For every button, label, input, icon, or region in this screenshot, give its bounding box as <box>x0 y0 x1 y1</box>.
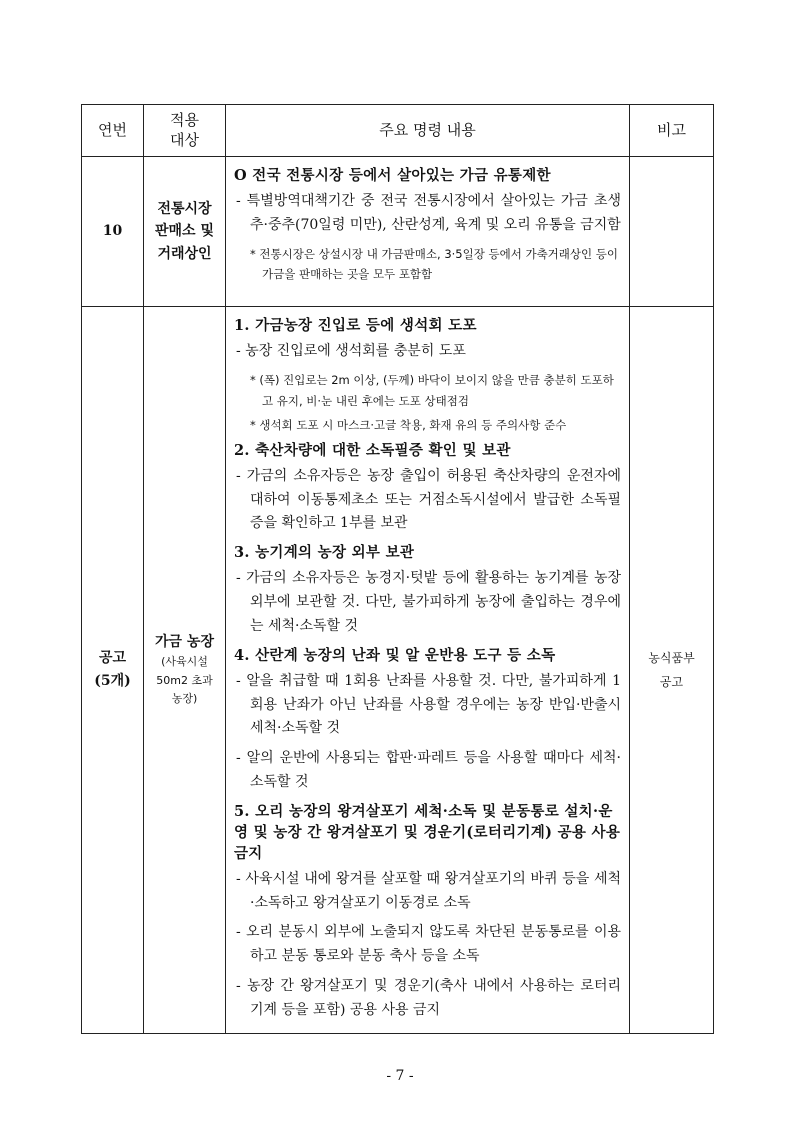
header-no: 연번 <box>82 105 144 157</box>
section-1-note2: * 생석회 도포 시 마스크·고글 착용, 화재 유의 등 주의사항 준수 <box>250 418 567 433</box>
row1-heading: O 전국 전통시장 등에서 살아있는 가금 유통제한 <box>234 167 551 184</box>
section-1-heading: 1. 가금농장 진입로 등에 생석회 도포 <box>234 317 477 334</box>
section-4-dash2: - 알의 운반에 사용되는 합판·파레트 등을 사용할 때마다 세척·소독할 것 <box>236 750 621 790</box>
section-1-dash1: - 농장 진입로에 생석회를 충분히 도포 <box>236 343 466 360</box>
header-target: 적용 대상 <box>144 105 226 157</box>
section-5-heading: 5. 오리 농장의 왕겨살포기 세척·소독 및 분동통로 설치·운영 및 농장 간 왕겨살포기 및 경운기(로터리기계) 공용 사용 금지 <box>234 802 621 862</box>
table-row <box>82 157 714 307</box>
section-5-dash2: - 오리 분동시 외부에 노출되지 않도록 차단된 분동통로를 이용하고 분동 통로와 분동 축사 등을 소독 <box>236 924 621 965</box>
row2-target-cell <box>144 307 226 1034</box>
order-table <box>81 104 714 1034</box>
table-row <box>82 307 714 1034</box>
row2-target: 가금 농장 <box>155 633 214 650</box>
header-content: 주요 명령 내용 <box>226 105 630 157</box>
row1-no: 10 <box>82 157 144 307</box>
section-5-dash1: - 사육시설 내에 왕겨를 살포할 때 왕겨살포기의 바퀴 등을 세척·소독하고 왕겨살포기 이동경로 소독 <box>236 870 621 911</box>
row2-no: 공고 (5개) <box>82 307 144 1034</box>
row1-target: 전통시장 판매소 및 거래상인 <box>144 157 226 307</box>
section-1-note1: * (폭) 진입로는 2m 이상, (두께) 바닥이 보이지 않을 만큼 충분히 도포하고 유지, 비·눈 내린 후에는 도포 상태점검 <box>250 372 614 408</box>
row2-target-sub: (사육시설 50m2 초과 농장) <box>156 654 213 706</box>
row2-content <box>226 307 630 1034</box>
section-3-heading: 3. 농기계의 농장 외부 보관 <box>234 544 415 562</box>
row1-dash1: - 특별방역대책기간 중 전국 전통시장에서 살아있는 가금 초생추·중추(70일령 미만), 산란성계, 육계 및 오리 유통을 금지함 <box>236 193 621 233</box>
row1-content <box>226 157 630 307</box>
table-header-row <box>82 105 714 157</box>
row1-note1: * 전통시장은 상설시장 내 가금판매소, 3·5일장 등에서 가축거래상인 등이 가금을 판매하는 곳을 모두 포함함 <box>250 246 618 282</box>
section-4-heading: 4. 산란계 농장의 난좌 및 알 운반용 도구 등 소독 <box>234 646 556 664</box>
row2-remark: 농식품부 공고 <box>630 307 714 1034</box>
section-4-dash1: - 알을 취급할 때 1회용 난좌를 사용할 것. 다만, 불가피하게 1회용 난좌가 아닌 난좌를 사용할 경우에는 농장 반입·반출시 세척·소독할 것 <box>236 672 621 737</box>
section-3-dash1: - 가금의 소유자등은 농경지·텃밭 등에 활용하는 농기계를 농장 외부에 보관할 것. 다만, 불가피하게 농장에 출입하는 경우에는 세척·소독할 것 <box>236 570 621 634</box>
page-number: - 7 - <box>386 1068 414 1084</box>
header-remark: 비고 <box>630 105 714 157</box>
row1-remark <box>630 157 714 307</box>
section-5-dash3: - 농장 간 왕겨살포기 및 경운기(축사 내에서 사용하는 로터리 기계 등을 포함) 공용 사용 금지 <box>236 977 621 1018</box>
section-2-heading: 2. 축산차량에 대한 소독필증 확인 및 보관 <box>234 441 511 459</box>
section-2-dash1: - 가금의 소유자등은 농장 출입이 허용된 축산차량의 운전자에 대하여 이동통제초소 또는 거점소독시설에서 발급한 소독필증을 확인하고 1부를 보관 <box>236 467 621 532</box>
